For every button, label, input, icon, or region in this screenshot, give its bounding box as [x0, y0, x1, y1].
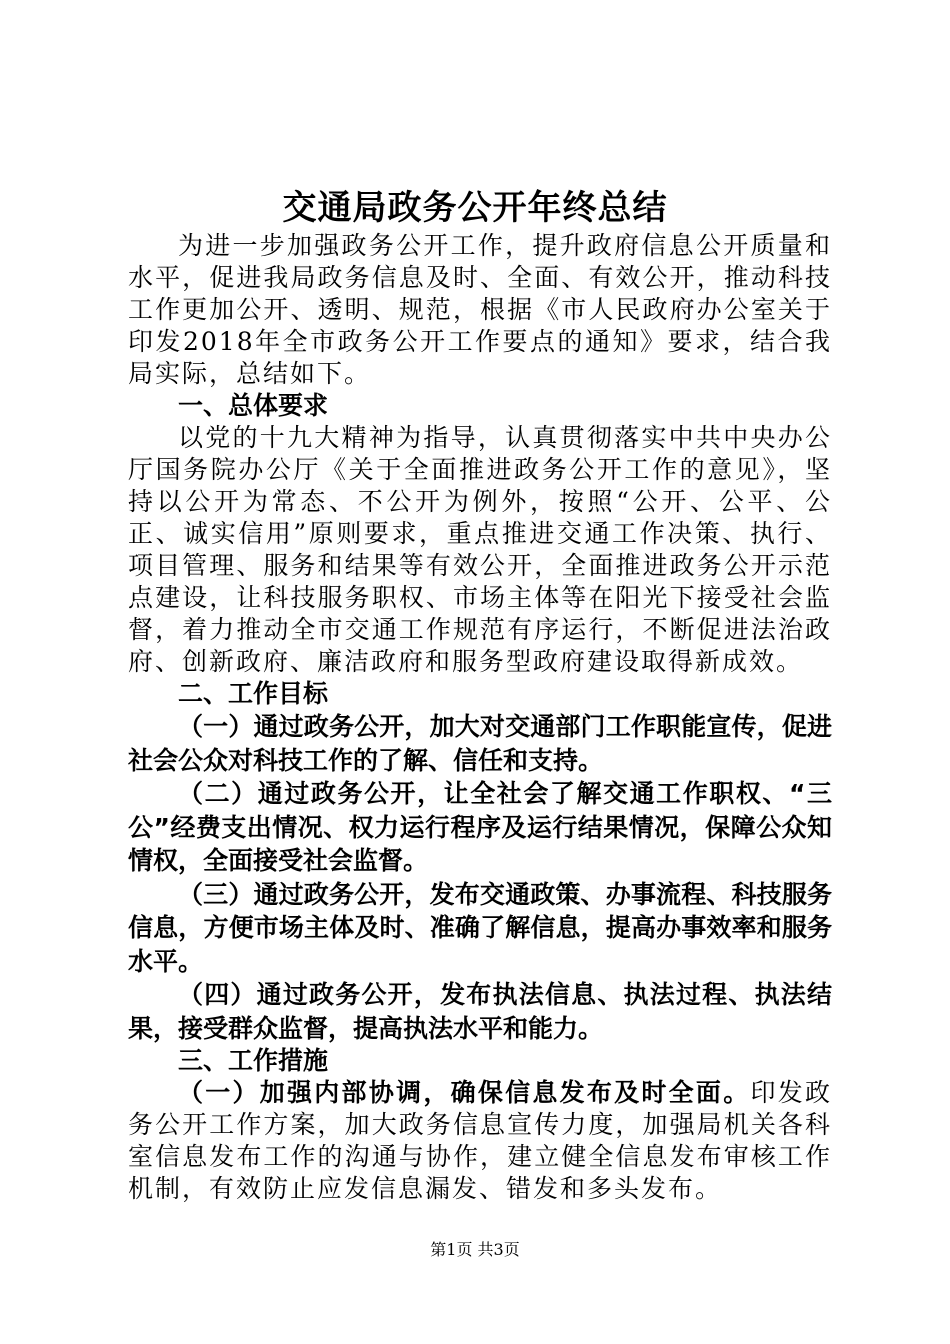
section-heading-2: 二、工作目标	[178, 679, 329, 708]
section-heading-3: 三、工作措施	[178, 1046, 329, 1075]
section-heading-1: 一、总体要求	[178, 391, 329, 420]
section-1-paragraph: 以党的十九大精神为指导，认真贯彻落实中共中央办公厅国务院办公厅《关于全面推进政务公开工作的意见》，坚持以公开为常态、不公开为例外，按照“公开、公平、公正、诚实信用”原则要求，重点推进交通工作决策、执行、项目管理、服务和结果等有效公开，全面推进政务公开示范点建设，让科技服务职权、市场主体等在阳光下接受社会监督，着力推动全市交通工作规范有序运行，不断促进法治政府、创新政府、廉洁政府和服务型政府建设取得新成效。	[128, 423, 832, 676]
page-number: 第1页 共3页	[430, 1240, 520, 1259]
document-body	[128, 230, 832, 1205]
measure-1-body: 印发政务公开工作方案，加大政务信息宣传力度，加强局机关各科室信息发布工作的沟通与协作，建立健全信息发布审核工作机制，有效防止应发信息漏发、错发和多头发布。	[128, 1078, 832, 1203]
goal-item-4: （四）通过政务公开，发布执法信息、执法过程、执法结果，接受群众监督，提高执法水平和能力。	[128, 980, 832, 1043]
goal-item-3: （三）通过政务公开，发布交通政策、办事流程、科技服务信息，方便市场主体及时、准确了解信息，提高办事效率和服务水平。	[128, 879, 832, 976]
goal-item-1: （一）通过政务公开，加大对交通部门工作职能宣传，促进社会公众对科技工作的了解、信任和支持。	[128, 712, 832, 775]
document-title: 交通局政务公开年终总结	[282, 188, 668, 228]
measure-1-paragraph	[128, 1077, 832, 1205]
measure-1-lead: （一）加强内部协调，确保信息发布及时全面。	[178, 1078, 751, 1107]
intro-paragraph: 为进一步加强政务公开工作，提升政府信息公开质量和水平，促进我局政务信息及时、全面、有效公开，推动科技工作更加公开、透明、规范，根据《市人民政府办公室关于印发2018年全市政务公开工作要点的通知》要求，结合我局实际，总结如下。	[128, 231, 832, 388]
goal-item-2: （二）通过政务公开，让全社会了解交通工作职权、“三公”经费支出情况、权力运行程序及运行结果情况，保障公众知情权，全面接受社会监督。	[128, 779, 832, 875]
